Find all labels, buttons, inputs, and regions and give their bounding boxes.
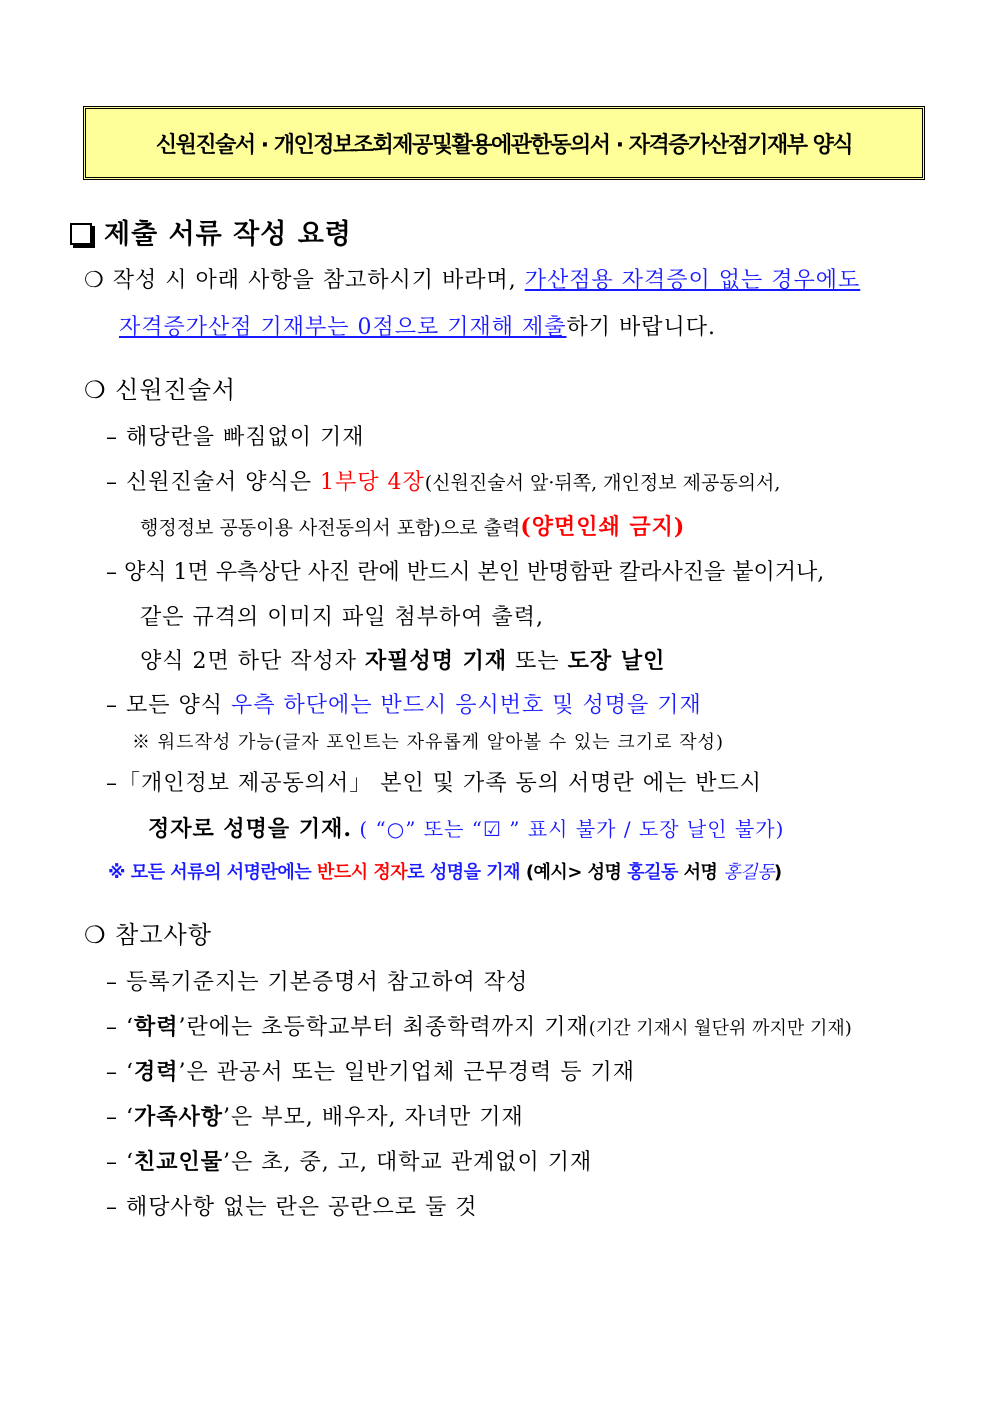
text: – ‘ bbox=[106, 1015, 134, 1040]
list-item bbox=[106, 1010, 852, 1041]
text: 홍길동 bbox=[627, 862, 678, 883]
intro-line-2 bbox=[119, 310, 716, 341]
subheading-1 bbox=[84, 370, 236, 405]
list-item-cont: 같은 규격의 이미지 파일 첨부하여 출력, bbox=[140, 605, 544, 630]
list-item: – 해당란을 빠짐없이 기재 bbox=[106, 425, 365, 450]
list-item-cont bbox=[140, 510, 685, 541]
text: – ‘ bbox=[106, 1060, 134, 1085]
text: ’은 부모, 배우자, 자녀만 기재 bbox=[223, 1105, 524, 1130]
list-item: – 양식 1면 우측상단 사진 란에 반드시 본인 반명함판 칼라사진을 붙이거나, bbox=[106, 560, 825, 585]
text: (예시> 성명 bbox=[520, 862, 628, 883]
text: ’은 관공서 또는 일반기업체 근무경력 등 기재 bbox=[178, 1060, 636, 1085]
list-item bbox=[106, 688, 702, 719]
text: – 등록기준지는 기본증명서 참고하여 작성 bbox=[106, 970, 529, 995]
intro-text: 작성 시 아래 사항을 참고하시기 바라며, bbox=[112, 268, 525, 293]
highlight-red: 1부당 4장 bbox=[320, 470, 425, 495]
list-item bbox=[106, 1100, 524, 1131]
bold-text: 정자로 성명을 기재. bbox=[148, 816, 352, 842]
highlight-red: (양면인쇄 금지) bbox=[520, 514, 686, 540]
signature-example: 홍길동 bbox=[723, 862, 774, 883]
text: – 해당사항 없는 란은 공란으로 둘 것 bbox=[106, 1195, 478, 1220]
text: – ‘ bbox=[106, 1105, 134, 1130]
subheading-text: 신원진술서 bbox=[115, 376, 237, 404]
text: – 신원진술서 양식은 bbox=[106, 470, 320, 495]
bold-text: 도장 날인 bbox=[567, 648, 666, 674]
text: ’란에는 초등학교부터 최종학력까지 기재 bbox=[178, 1015, 589, 1040]
text: (신원진술서 앞·뒤쪽, 개인정보 제공동의서, bbox=[424, 472, 781, 494]
checkbox-bullet-icon bbox=[70, 223, 92, 245]
text: ※ 모든 서류의 서명란에는 bbox=[108, 862, 317, 883]
text: – 모든 양식 bbox=[106, 693, 231, 718]
text: 학력 bbox=[134, 1014, 179, 1040]
highlight-blue: ( “○” 또는 “☑ ” 표시 불가 / 도장 날인 불가) bbox=[352, 817, 785, 841]
text: 경력 bbox=[134, 1059, 179, 1085]
note-line: ※ 워드작성 가능(글자 포인트는 자유롭게 알아볼 수 있는 크기로 작성) bbox=[132, 732, 725, 753]
intro-suffix: 하기 바랍니다. bbox=[566, 315, 717, 340]
section-heading-text: 제출 서류 작성 요령 bbox=[104, 219, 352, 250]
list-item-cont bbox=[140, 644, 665, 675]
list-item bbox=[106, 965, 528, 996]
list-item bbox=[106, 1190, 478, 1221]
list-item bbox=[106, 465, 780, 496]
title-box bbox=[83, 106, 925, 180]
text: – ‘ bbox=[106, 1150, 134, 1175]
text: (기간 기재시 월단위 까지만 기재) bbox=[588, 1018, 852, 1039]
document-title: 신원진술서 · 개인정보조회제공및활용에관한동의서 · 자격증가산점기재부 양식 bbox=[155, 132, 853, 158]
signature-note bbox=[108, 858, 782, 884]
text: ) bbox=[773, 862, 782, 883]
highlight-blue: 우측 하단에는 반드시 응시번호 및 성명을 기재 bbox=[231, 693, 702, 718]
intro-highlight-1: 가산점용 자격증이 없는 경우에도 bbox=[524, 268, 861, 293]
section-heading bbox=[70, 212, 352, 251]
subheading-2 bbox=[84, 915, 212, 950]
list-item bbox=[106, 1055, 635, 1086]
circle-bullet-icon: ❍ bbox=[84, 268, 105, 293]
text: ’은 초, 중, 고, 대학교 관계없이 기재 bbox=[223, 1150, 593, 1175]
text: 반드시 정자 bbox=[316, 862, 408, 883]
text: 친교인물 bbox=[134, 1149, 224, 1175]
intro-highlight-2: 자격증가산점 기재부는 0점으로 기재해 제출 bbox=[119, 315, 567, 340]
circle-bullet-icon: ❍ bbox=[84, 921, 107, 949]
list-item: –「개인정보 제공동의서」 본인 및 가족 동의 서명란 에는 반드시 bbox=[106, 771, 762, 796]
circle-bullet-icon: ❍ bbox=[84, 376, 107, 404]
list-item-cont bbox=[148, 812, 784, 843]
bold-text: 자필성명 기재 bbox=[365, 648, 508, 674]
text: 서명 bbox=[677, 862, 724, 883]
list-item bbox=[106, 1145, 592, 1176]
text: 로 성명을 기재 bbox=[407, 862, 521, 883]
subheading-text: 참고사항 bbox=[115, 921, 212, 949]
text: 행정정보 공동이용 사전동의서 포함)으로 출력 bbox=[140, 517, 521, 539]
text: 양식 2면 하단 작성자 bbox=[140, 649, 365, 674]
text: 또는 bbox=[507, 649, 568, 674]
text: 가족사항 bbox=[134, 1104, 224, 1130]
intro-line-1 bbox=[84, 263, 860, 294]
